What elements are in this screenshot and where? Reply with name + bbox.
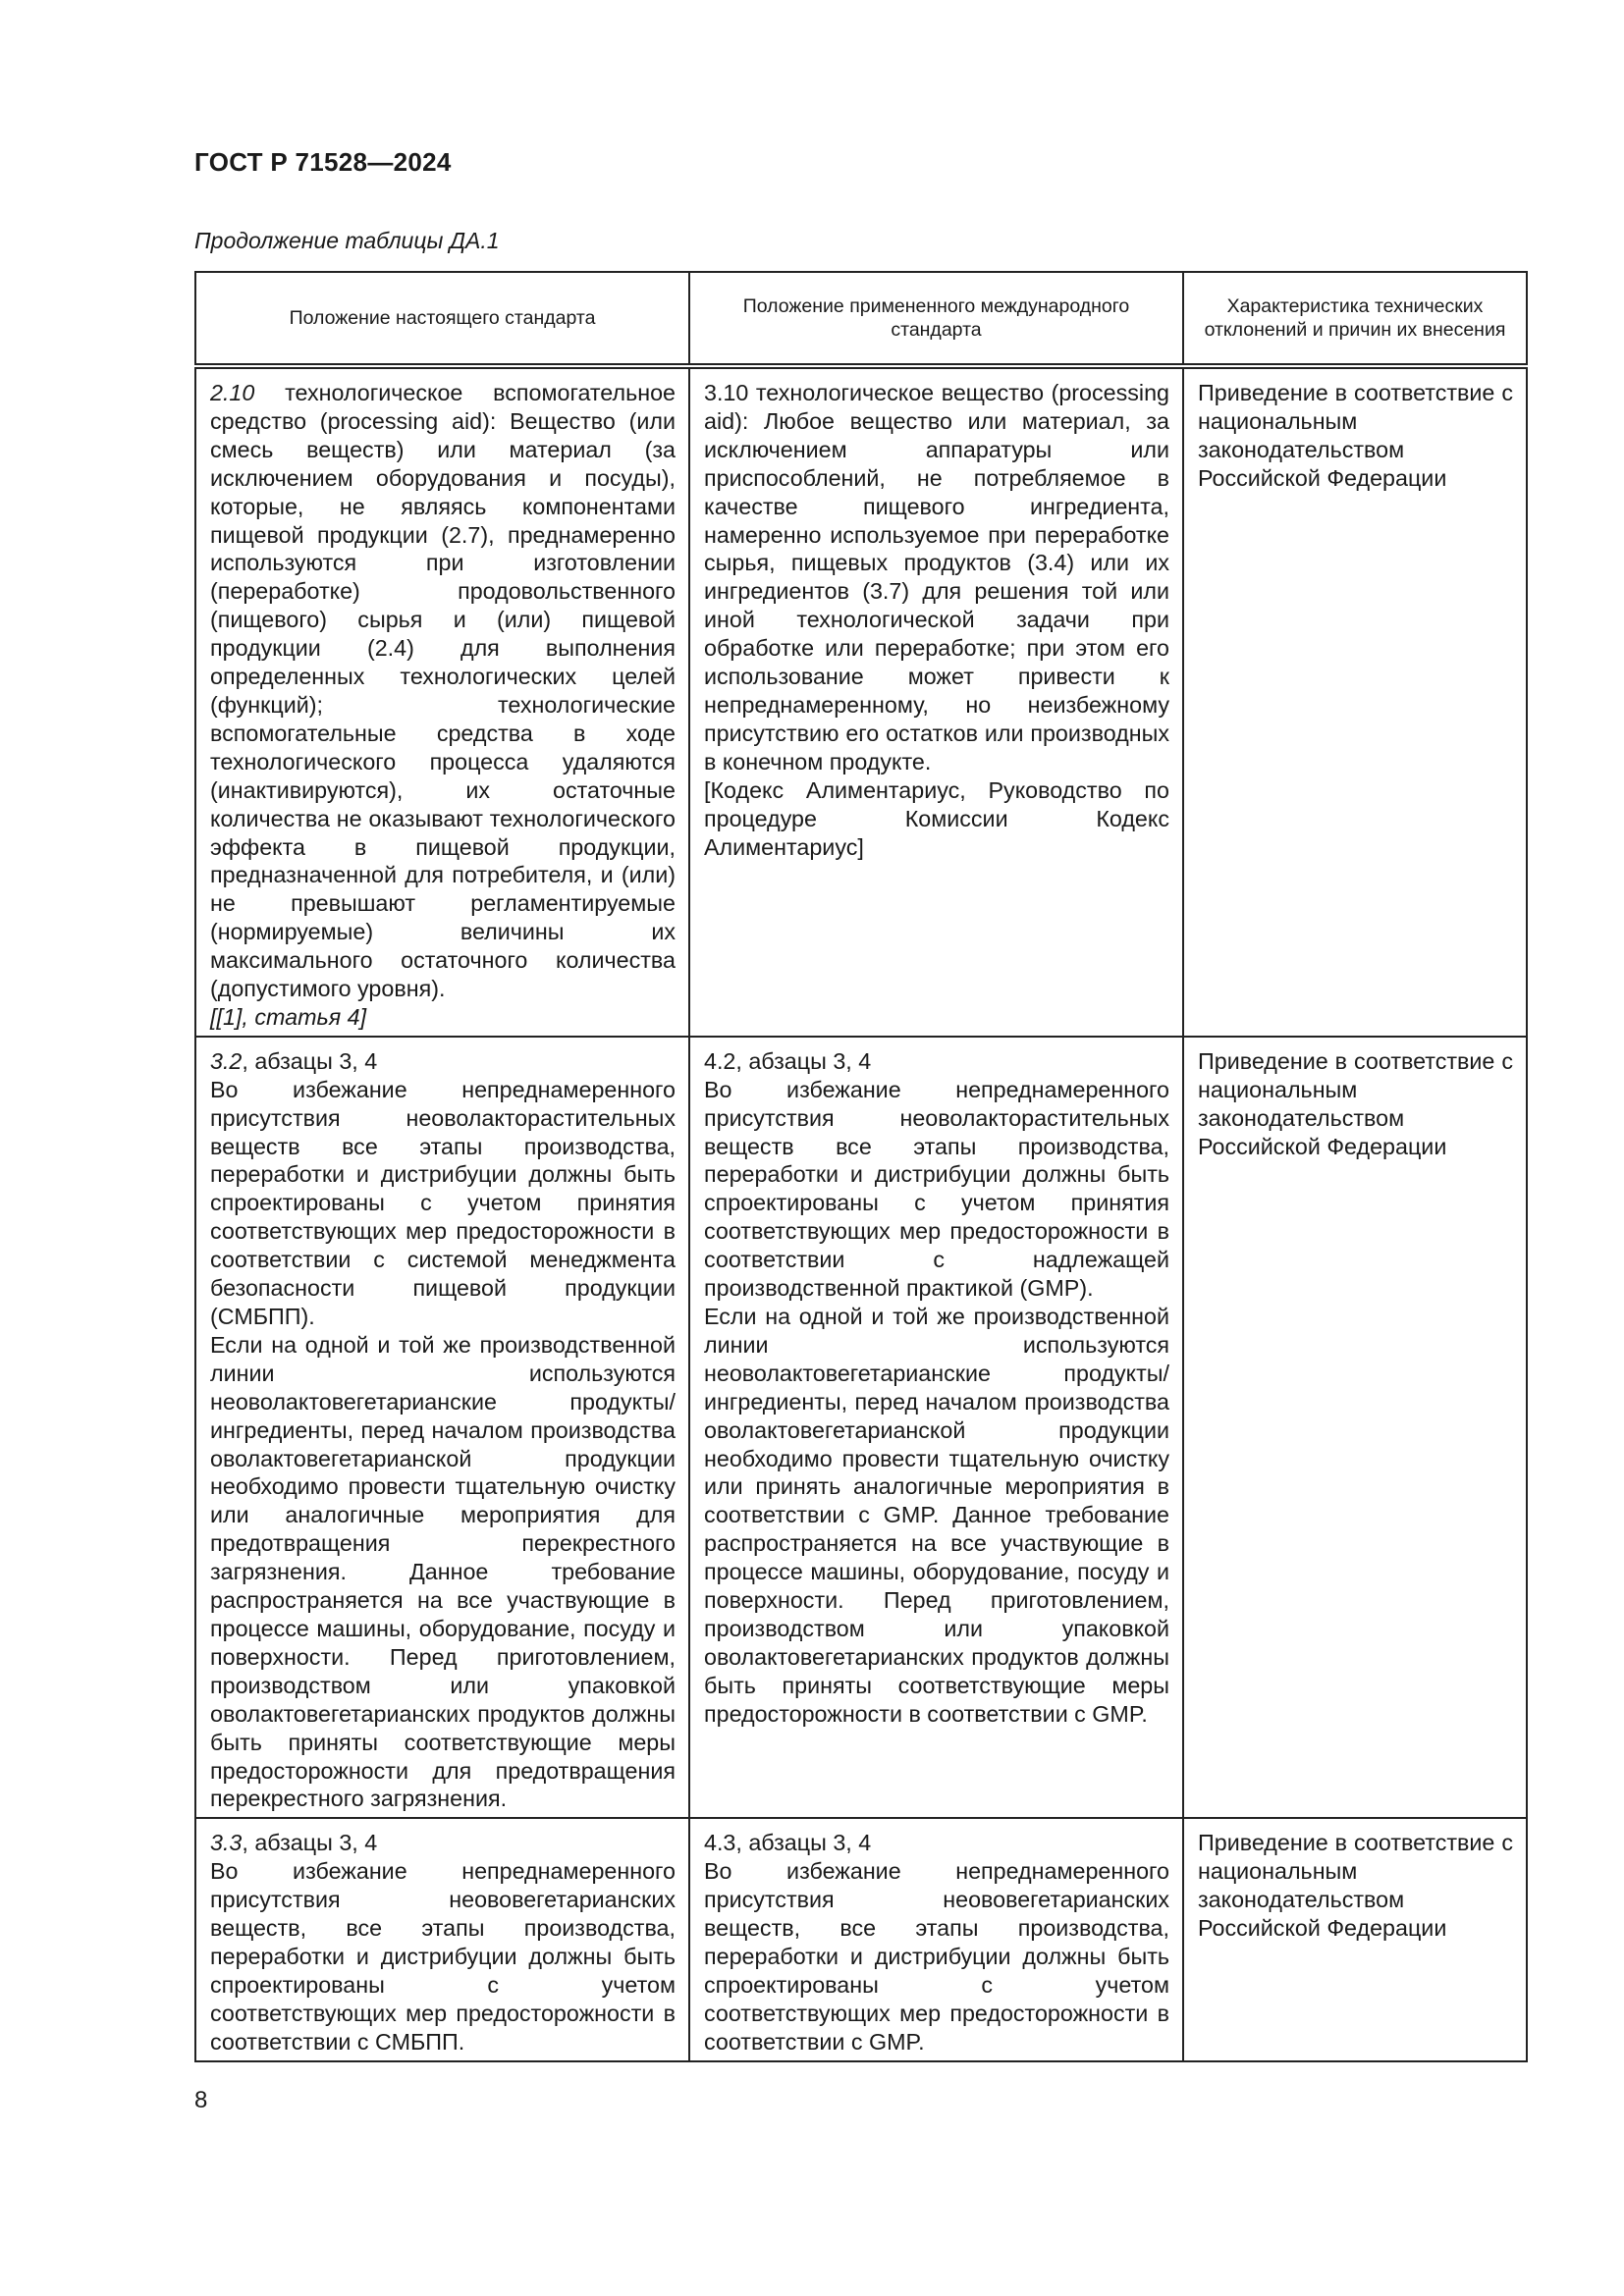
cell-deviation	[1183, 1818, 1527, 2060]
cell-international-provision	[689, 366, 1183, 1037]
deviation-text: Приведение в соответствие с национальным законодательством Российской Федерации	[1198, 1047, 1513, 1159]
header-international-standard: Положение примененного международного стандарта	[689, 272, 1183, 366]
clause-paragraph: Если на одной и той же производственной линии используются неоволактовегетарианские продукты/ингредиенты, перед началом производства оволактовегетарианской продукции необходимо провести тщательную очистку или принять аналогичные мероприятия в соответствии с GMP. Данное требование распространяется на все участвующие в процессе машины, оборудование, посуду и поверхности. Перед приготовлением, производством или упаковкой оволактовегетарианских продуктов должны быть приняты соответствующие меры предосторожности в соответствии с GMP.	[704, 1304, 1169, 1727]
clause-text: 3.10 технологическое вещество (processing aid): Любое вещество или материал, за исключением аппаратуры или приспособлений, не потребляемое в качестве пищевого ингредиента, намеренно используемое при переработке сырья, пищевых продуктов (3.4) или их ингредиентов (3.7) для решения той или иной технологической задачи при обработке или переработке; при этом его использование может привести к непреднамеренному, но неизбежному присутствию его остатков или производных в конечном продукте.	[704, 380, 1169, 774]
clause-paragraph: Во избежание непреднамеренного присутствия неоволакторастительных веществ все этапы производства, переработки и дистрибуции должны быть спроектированы с учетом принятия соответствующих мер предосторожности в соответствии с надлежащей производственной практикой (GMP).	[704, 1076, 1169, 1302]
header-national-standard: Положение настоящего стандарта	[195, 272, 689, 366]
table-caption: Продолжение таблицы ДА.1	[194, 228, 500, 253]
clause-source: [Кодекс Алиментариус, Руководство по процедуре Комиссии Кодекс Алиментариус]	[704, 776, 1169, 860]
cell-deviation	[1183, 1037, 1527, 1818]
clause-heading: 4.3, абзацы 3, 4	[704, 1830, 872, 1856]
clause-paragraph: Во избежание непреднамеренного присутствия неоволакторастительных веществ все этапы производства, переработки и дистрибуции должны быть спроектированы с учетом принятия соответствующих мер предосторожности в соответствии с системой менеджмента безопасности пищевой продукции (СМБПП).	[210, 1076, 676, 1329]
clause-paragraph: Во избежание непреднамеренного присутствия неововегетарианских веществ, все этапы производства, переработки и дистрибуции должны быть спроектированы с учетом соответствующих мер предосторожности в соответствии с GMP.	[704, 1858, 1169, 2055]
cell-national-provision	[195, 366, 689, 1037]
document-title: ГОСТ Р 71528—2024	[194, 147, 452, 177]
table-header-row	[195, 272, 1527, 366]
cell-international-provision	[689, 1037, 1183, 1818]
comparison-table	[194, 271, 1528, 2062]
clause-reference: 3.3	[210, 1830, 243, 1856]
table-row	[195, 1037, 1527, 1818]
deviation-text: Приведение в соответствие с национальным законодательством Российской Федерации	[1198, 1830, 1513, 1942]
cell-national-provision	[195, 1037, 689, 1818]
table-row	[195, 1818, 1527, 2060]
clause-heading: 4.2, абзацы 3, 4	[704, 1047, 872, 1074]
clause-reference: 2.10	[210, 380, 255, 405]
cell-international-provision	[689, 1818, 1183, 2060]
clause-reference-suffix: , абзацы 3, 4	[242, 1830, 378, 1856]
clause-source: [[1], статья 4]	[210, 1003, 367, 1030]
clause-text: технологическое вспомогательное средство (processing aid): Вещество (или смесь веществ) или материал (за исключением оборудования и посуды), которые, не являясь компонентами пищевой продукции (2.7), преднамеренно используются при изготовлении (переработке) продовольственного (пищевого) сырья и (или) пищевой продукции (2.4) для выполнения определенных технологических целей (функций); технологические вспомогательные средства в ходе технологического процесса удаляются (инактивируются), их остаточные количества не оказывают технологического эффекта в пищевой продукции, предназначенной для потребителя, и (или) не превышают регламентируемые (нормируемые) величины их максимального остаточного количества (допустимого уровня).	[210, 380, 676, 1002]
clause-reference-suffix: , абзацы 3, 4	[242, 1047, 378, 1074]
cell-national-provision	[195, 1818, 689, 2060]
clause-paragraph: Если на одной и той же производственной линии используются неоволактовегетарианские продукты/ингредиенты, перед началом производства оволактовегетарианской продукции необходимо провести тщательную очистку или аналогичные мероприятия для предотвращения перекрестного загрязнения. Данное требование распространяется на все участвующие в процессе машины, оборудование, посуду и поверхности. Перед приготовлением, производством или упаковкой оволактовегетарианских продуктов должны быть приняты соответствующие меры предосторожности для предотвращения перекрестного загрязнения.	[210, 1331, 676, 1812]
clause-reference: 3.2	[210, 1047, 243, 1074]
deviation-text: Приведение в соответствие с национальным законодательством Российской Федерации	[1198, 380, 1513, 491]
cell-deviation	[1183, 366, 1527, 1037]
page-number: 8	[194, 2087, 208, 2113]
table-row	[195, 366, 1527, 1037]
header-deviation-description: Характеристика технических отклонений и причин их внесения	[1183, 272, 1527, 366]
clause-paragraph: Во избежание непреднамеренного присутствия неововегетарианских веществ, все этапы производства, переработки и дистрибуции должны быть спроектированы с учетом соответствующих мер предосторожности в соответствии с СМБПП.	[210, 1858, 676, 2055]
